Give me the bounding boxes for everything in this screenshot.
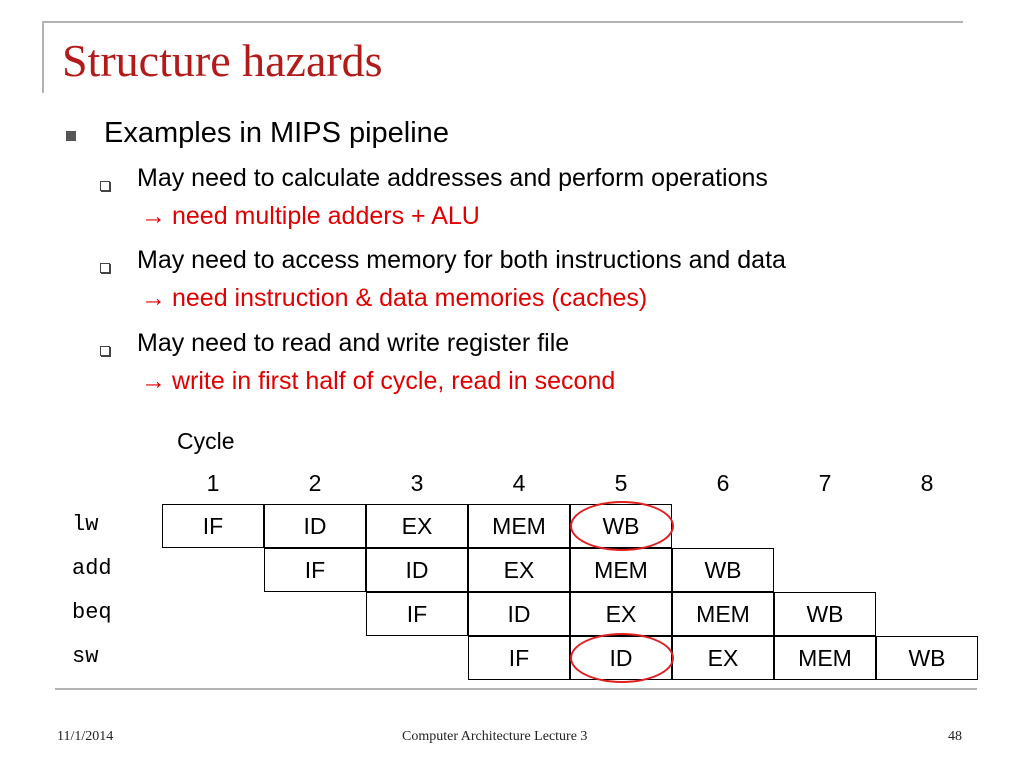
pipeline-stage-cell: WB bbox=[672, 548, 774, 592]
consequence-text: need multiple adders + ALU bbox=[172, 202, 480, 230]
right-arrow-icon: → bbox=[141, 367, 166, 395]
instruction-label: add bbox=[72, 556, 112, 581]
instruction-label: lw bbox=[72, 512, 99, 537]
structural-hazard-highlight bbox=[570, 633, 674, 683]
consequence-text: need instruction & data memories (caches) bbox=[172, 284, 648, 312]
hollow-square-bullet-icon bbox=[100, 263, 110, 273]
cycle-number: 3 bbox=[410, 470, 424, 496]
instruction-label: sw bbox=[72, 644, 99, 669]
cycle-number: 6 bbox=[716, 470, 730, 496]
cycle-number: 7 bbox=[818, 470, 832, 496]
footer-date: 11/1/2014 bbox=[57, 729, 114, 744]
cycle-number: 8 bbox=[920, 470, 934, 496]
pipeline-stage-cell: IF bbox=[366, 592, 468, 636]
right-arrow-icon: → bbox=[141, 284, 166, 312]
hollow-square-bullet-icon bbox=[100, 181, 110, 191]
pipeline-stage-cell: ID bbox=[468, 592, 570, 636]
pipeline-stage-cell: WB bbox=[570, 504, 672, 548]
subbullet-text: May need to access memory for both instructions and data bbox=[137, 246, 786, 274]
footer-course: Computer Architecture Lecture 3 bbox=[402, 729, 588, 744]
pipeline-stage-cell: ID bbox=[264, 504, 366, 548]
pipeline-stage-cell: EX bbox=[366, 504, 468, 548]
consequence-text: write in first half of cycle, read in second bbox=[172, 367, 616, 395]
subbullet-consequence bbox=[141, 284, 647, 313]
pipeline-stage-cell: ID bbox=[570, 636, 672, 680]
pipeline-stage-cell: EX bbox=[468, 548, 570, 592]
instruction-label: beq bbox=[72, 600, 112, 625]
pipeline-stage-cell: MEM bbox=[774, 636, 876, 680]
structural-hazard-highlight bbox=[570, 501, 674, 551]
pipeline-stage-cell: WB bbox=[774, 592, 876, 636]
subbullet-text: May need to read and write register file bbox=[137, 329, 570, 357]
pipeline-stage-cell: ID bbox=[366, 548, 468, 592]
cycle-number: 1 bbox=[206, 470, 220, 496]
subbullet-consequence bbox=[141, 367, 615, 396]
hollow-square-bullet-icon bbox=[100, 346, 110, 356]
square-bullet-icon bbox=[66, 131, 76, 141]
pipeline-stage-cell: EX bbox=[672, 636, 774, 680]
pipeline-stage-cell: IF bbox=[264, 548, 366, 592]
frame-top-line bbox=[42, 21, 963, 23]
subbullet-text: May need to calculate addresses and perform operations bbox=[137, 164, 768, 192]
right-arrow-icon: → bbox=[141, 202, 166, 230]
pipeline-stage-cell: MEM bbox=[570, 548, 672, 592]
slide-title: Structure hazards bbox=[62, 35, 383, 86]
cycle-axis-label: Cycle bbox=[177, 428, 235, 454]
pipeline-stage-cell: WB bbox=[876, 636, 978, 680]
pipeline-stage-cell: EX bbox=[570, 592, 672, 636]
pipeline-stage-cell: IF bbox=[162, 504, 264, 548]
cycle-number: 2 bbox=[308, 470, 322, 496]
footer-page-number: 48 bbox=[948, 729, 962, 744]
footer-divider bbox=[55, 688, 977, 690]
pipeline-stage-cell: MEM bbox=[468, 504, 570, 548]
main-bullet-text: Examples in MIPS pipeline bbox=[104, 117, 449, 149]
pipeline-stage-cell: MEM bbox=[672, 592, 774, 636]
cycle-number: 5 bbox=[614, 470, 628, 496]
cycle-number: 4 bbox=[512, 470, 526, 496]
subbullet-consequence bbox=[141, 202, 480, 231]
frame-left-line bbox=[42, 21, 44, 93]
pipeline-stage-cell: IF bbox=[468, 636, 570, 680]
